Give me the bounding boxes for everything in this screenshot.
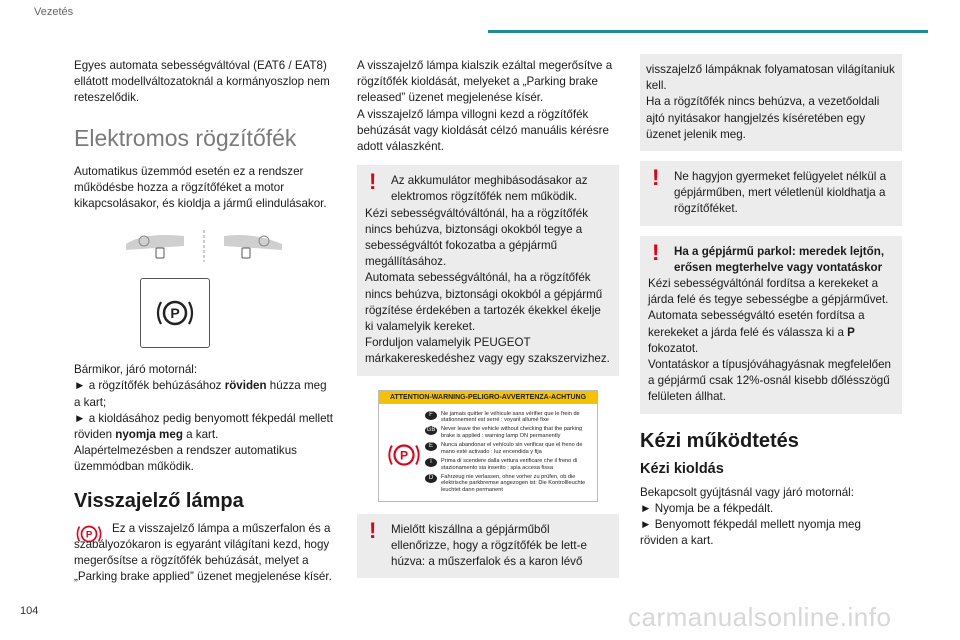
column-1 — [74, 58, 336, 585]
warning-box-parking — [640, 236, 902, 414]
manual-release-step-1: ► Nyomja be a fékpedált. — [640, 501, 774, 515]
default-mode-text: Alapértelmezésben a rendszer automatikus üzemmódban működik. — [74, 444, 297, 474]
warning-icon: ! — [369, 169, 377, 195]
section-heading-manual: Kézi működtetés — [640, 429, 799, 452]
warning-icon: ! — [652, 165, 660, 191]
header-accent-bar — [488, 30, 928, 33]
parking-brake-switch-figure — [140, 278, 210, 348]
svg-text:P: P — [170, 305, 180, 322]
country-code-badge: D — [425, 474, 437, 483]
lamp-off-text: A visszajelző lámpa kialszik ezáltal megerősítve a rögzítőfék kioldását, melyeket a „Parking brake released” üzenet megjelenése kísér. — [357, 59, 613, 105]
warning-icon: ! — [369, 517, 377, 543]
continued-text: visszajelző lámpáknak folyamatosan világítaniuk kell. Ha a rögzítőfék nincs behúzva, a vezetőoldali ajtó nyitásakor hangjelzés kíséretében egy üzenet jelenik meg. — [646, 63, 895, 141]
warning-label-header: ATTENTION-WARNING-PELIGRO-AVVERTENZA-ACHTUNG — [379, 391, 597, 404]
svg-text:P: P — [399, 447, 409, 462]
watermark: carmanualsonline.info — [628, 602, 892, 632]
parking-brake-lamp-icon — [74, 523, 104, 545]
column-3 — [640, 58, 902, 549]
subheading-manual-release: Kézi kioldás — [640, 460, 724, 477]
country-code-badge: E — [425, 442, 437, 451]
header-section-title: Vezetés — [34, 6, 74, 18]
warning-battery-lead: Az akkumulátor meghibásodásakor az elektromos rögzítőfék nem működik. — [391, 174, 588, 204]
manual-release-step-2: ► Benyomott fékpedál mellett nyomja meg röviden a kart. — [640, 518, 861, 548]
apply-instruction: ► a rögzítőfék behúzásához röviden húzza meg a kart; — [74, 379, 327, 409]
lamp-text: Ez a visszajelző lámpa a műszerfalon és a szabályozókaron is egyaránt világítani kezd, hogy megerősítse a rögzítőfék behúzását, melyet a „Parking brake applied” üzenet megjelenése kísér. — [74, 521, 332, 584]
warning-label-row — [425, 474, 593, 493]
parking-brake-label-icon — [385, 439, 423, 471]
lamp-paragraph — [74, 521, 336, 586]
warning-child-text: Ne hagyjon gyermeket felügyelet nélkül a gépjárműben, mert véletlenül kioldhatja a rögzítőféket. — [674, 170, 887, 216]
page-number: 104 — [20, 605, 39, 617]
section-heading-warning-lamp: Visszajelző lámpa — [74, 489, 244, 512]
auto-mode-text: Automatikus üzemmód esetén ez a rendszer működésbe hozza a rögzítőféket a motor kikapcsolásakor, és kioldja a jármű elindulásakor. — [74, 164, 327, 211]
section-heading-electric-brake: Elektromos rögzítőfék — [74, 124, 297, 151]
warning-label-row — [425, 442, 593, 455]
column-2 — [357, 58, 619, 578]
release-instruction: ► a kioldásához pedig benyomott fékpedál mellett röviden nyomja meg a kart. — [74, 411, 333, 442]
any-time-text: Bármikor, járó motornál: — [74, 363, 198, 377]
warning-box-exit — [357, 514, 619, 579]
warning-label-rows — [425, 411, 593, 496]
continued-box — [640, 54, 902, 151]
warning-label-row — [425, 411, 593, 424]
lever-illustration — [124, 226, 336, 266]
country-code-badge: GB — [426, 427, 436, 434]
intro-text: Egyes automata sebességváltóval (EAT6 / EAT8) ellátott modellváltozatoknál a kormányoszlop nem reteszelődik. — [74, 59, 330, 105]
warning-label-text: Never leave the vehicle without checking that the parking brake is applied : warning lamp ON permanently — [441, 426, 583, 439]
warning-label-text: Ne jamais quitter le véhicule sans vérifier que le frein de stationnement est serré : voyant allumé fixe — [441, 410, 580, 424]
warning-label-row — [425, 458, 593, 471]
warning-box-battery — [357, 165, 619, 375]
warning-label-text: Nunca abandonar el vehículo sin verificar que el freno de mano esté activado : luz encendida y fija — [441, 442, 583, 455]
manual-release-condition: Bekapcsolt gyújtásnál vagy járó motornál: — [640, 485, 854, 499]
parking-brake-icon — [153, 297, 197, 329]
warning-label-text: Fahrzeug nie verlassen, ohne vorher zu prüfen, ob die elektrische parkbremse angezogen ist: Die Kontrollleuchte leuchtet dann permanent — [441, 473, 586, 493]
warning-parking-towing: Vontatáskor a típusjóváhagyásnak megfelelően a gépjármű csak 12%-osnál kisebb dőlésszögű felületen állhat. — [648, 358, 891, 404]
warning-battery-body: Kézi sebességváltóváltónál, ha a rögzítőfék nincs behúzva, biztonsági okokból tegye a sebességváltót fokozatba a gépjármű megállításához. Automata sebességváltónál, ha a rögzítőfék nincs behúzva, biztonsági okokból a gépjármű rögzítése érdekében a tartozék ékekkel ékelje ki valamelyik kereket. Forduljon valamelyik PEUGEOT márkakereskedéshez vagy egy szakszervizhez. — [365, 206, 610, 366]
warning-label-text: Prima di scendere dalla vettura verificare che il freno di stazionamento sia inserito : spia accesa fissa — [441, 458, 578, 471]
country-code-badge: F — [425, 411, 437, 420]
country-code-badge: I — [425, 458, 437, 467]
lamp-flashing-text: A visszajelző lámpa villogni kezd a rögzítőfék behúzását vagy kioldását célzó manuális kérésre adott válaszként. — [357, 107, 609, 154]
warning-exit-text: Mielőtt kiszállna a gépjárműből ellenőrizze, hogy a rögzítőfék be lett-e húzva: a műszerfalok és a karon lévő — [391, 522, 587, 569]
svg-text:P: P — [85, 529, 93, 541]
brake-lever-icon — [124, 226, 284, 266]
warning-label-row — [425, 426, 593, 439]
warning-box-child — [640, 161, 902, 226]
warning-label-figure — [378, 390, 598, 502]
warning-parking-manual: Kézi sebességváltónál fordítsa a kerekeket a járda felé és tegye sebességbe a gépjárművet. — [648, 277, 889, 307]
warning-parking-auto: Automata sebességváltó esetén fordítsa a kerekeket a járda felé és válassza ki a P fokozatot. — [648, 309, 865, 355]
warning-parking-lead: Ha a gépjármű parkol: meredek lejtőn, erősen megterhelve vagy vontatáskor — [674, 244, 885, 274]
warning-icon: ! — [652, 239, 660, 265]
